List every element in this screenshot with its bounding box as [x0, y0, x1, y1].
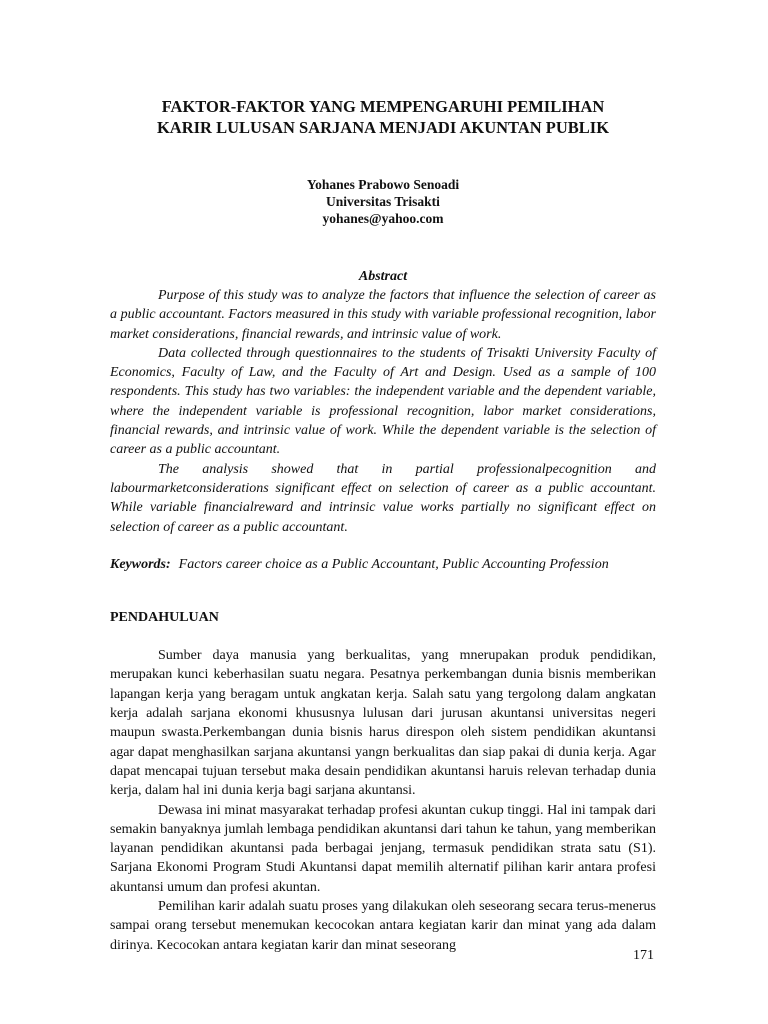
title-line-1: FAKTOR-FAKTOR YANG MEMPENGARUHI PEMILIHAN	[161, 97, 605, 116]
abstract-paragraph-1: Purpose of this study was to analyze the factors that influence the selection of career as a public accountant. Factors measured in this study with variable professional recognition, labor market considerations, financial rewards, and intrinsic value of work.	[110, 288, 656, 342]
keywords-text: Factors career choice as a Public Accountant, Public Accounting Profession	[178, 556, 609, 572]
keywords-label: Keywords:	[110, 556, 171, 572]
paper-page	[110, 96, 656, 955]
author-affiliation: Universitas Trisakti	[326, 194, 440, 209]
abstract-heading: Abstract	[358, 269, 408, 284]
section-heading: PENDAHULUAN	[110, 610, 219, 626]
body-paragraph-1: Sumber daya manusia yang berkualitas, yang mnerupakan produk pendidikan, merupakan kunci keberhasilan suatu negara. Pesatnya perkembangan dunia bisnis memberikan lapangan kerja yang beragam untuk angkatan kerja. Salah satu yang tergolong dalam angkatan kerja adalah sarjana ekonomi khususnya lulusan dari jurusan akuntansi universitas negeri maupun swasta.Perkembangan dunia bisnis harus direspon oleh sistem pendidikan akuntansi agar dapat menghasilkan sarjana akuntansi yangn berkualitas dan siap pakai di dunia kerja. Agar dapat mencapai tujuan tersebut maka desain pendidikan akuntansi haruis relevan terhadap dunia kerja, dalam hal ini dunia kerja bagi sarjana akuntansi.	[110, 648, 656, 799]
abstract-body	[110, 286, 656, 537]
title-line-2: KARIR LULUSAN SARJANA MENJADI AKUNTAN PUBLIK	[156, 118, 610, 137]
body-paragraph-3: Pemilihan karir adalah suatu proses yang dilakukan oleh seseorang secara terus-menerus sampai orang tersebut menemukan kecocokan antara kegiatan karir dan minat yang ada dalam dirinya. Kecocokan antara kegiatan karir dan minat seseorang	[110, 899, 656, 953]
author-email: yohanes@yahoo.com	[322, 211, 444, 226]
paper-title	[110, 96, 656, 138]
author-name: Yohanes Prabowo Senoadi	[306, 177, 460, 192]
section-body	[110, 646, 656, 955]
abstract-paragraph-2: Data collected through questionnaires to the students of Trisakti University Faculty of Economics, Faculty of Law, and the Faculty of Art and Design. Used as a sample of 100 respondents. This study has two variables: the independent variable and the dependent variable, where the independent variable is professional recognition, labor market considerations, financial rewards, and intrinsic value of work. While the dependent variable is the selection of career as a public accountant.	[110, 345, 656, 458]
author-block	[110, 176, 656, 227]
keywords	[110, 555, 656, 574]
page-number: 171	[633, 948, 654, 963]
abstract-paragraph-3: The analysis showed that in partial professionalpecognition and labourmarketconsiderations significant effect on selection of career as a public accountant. While variable financialreward and intrinsic value works partially no significant effect on selection of career as a public accountant.	[110, 461, 656, 535]
body-paragraph-2: Dewasa ini minat masyarakat terhadap profesi akuntan cukup tinggi. Hal ini tampak dari semakin banyaknya jumlah lembaga pendidikan akuntansi dari tahun ke tahun, yang memberikan layanan pendidikan akuntansi pada berbagai jenjang, termasuk pendidikan strata satu (S1). Sarjana Ekonomi Program Studi Akuntansi dapat memilih alternatif pilihan karir antara profesi akuntansi umum dan profesi akuntan.	[110, 802, 656, 895]
